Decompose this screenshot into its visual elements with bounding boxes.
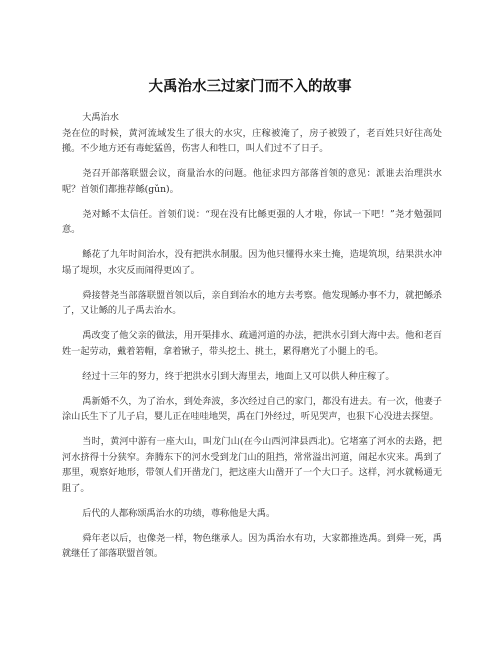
- paragraph: 尧召开部落联盟会议，商量治水的问题。他征求四方部落首领的意见：派谁去治理洪水呢？首领们都推荐鲧(gǔn)。: [62, 168, 442, 195]
- section-heading: 大禹治水: [82, 112, 119, 123]
- paragraph: 鲧花了九年时间治水，没有把洪水制服。因为他只懂得水来土掩，造堤筑坝，结果洪水冲塌了堤坝，水灾反而闹得更凶了。: [62, 249, 442, 276]
- document-title: 大禹治水三过家门而不入的故事: [148, 79, 352, 95]
- paragraph: 舜接替尧当部落联盟首领以后，亲自到治水的地方去考察。他发现鲧办事不力，就把鲧杀了，又让鲧的儿子禹去治水。: [62, 289, 442, 316]
- paragraph: 尧对鲧不太信任。首领们说：“现在没有比鲧更强的人才啦，你试一下吧！”尧才勉强同意。: [62, 208, 442, 235]
- paragraph: 尧在位的时候，黄河流域发生了很大的水灾，庄稼被淹了，房子被毁了，老百姓只好往高处搬。不少地方还有毒蛇猛兽，伤害人和牲口，叫人们过不了日子。: [62, 127, 442, 154]
- paragraph: 经过十三年的努力，终于把洪水引到大海里去，地面上又可以供人种庄稼了。: [82, 370, 395, 382]
- paragraph: 当时，黄河中游有一座大山，叫龙门山(在今山西河津县西北)。它堵塞了河水的去路，把河水挤得十分狭窄。奔腾东下的河水受到龙门山的阻挡，常常溢出河道，闹起水灾来。禹到了那里，观察好地形，带领人们开凿龙门，把这座大山凿开了一个大口子。这样，河水就畅通无阻了。: [62, 436, 442, 494]
- paragraph: 舜年老以后，也像尧一样，物色继承人。因为禹治水有功，大家都推选禹。到舜一死，禹就继任了部落联盟首领。: [62, 532, 442, 559]
- document-body: [62, 110, 442, 562]
- paragraph: 后代的人都称颂禹治水的功绩，尊称他是大禹。: [82, 507, 276, 519]
- paragraph: 禹改变了他父亲的做法，用开渠排水、疏通河道的办法，把洪水引到大海中去。他和老百姓一起劳动，戴着箬帽，拿着锹子，带头挖土、挑土，累得磨光了小腿上的毛。: [62, 330, 442, 357]
- paragraph: 禹新婚不久，为了治水，到处奔波，多次经过自己的家门，都没有进去。有一次，他妻子涂山氏生下了儿子启，婴儿正在哇哇地哭，禹在门外经过，听见哭声，也狠下心没进去探望。: [62, 395, 442, 422]
